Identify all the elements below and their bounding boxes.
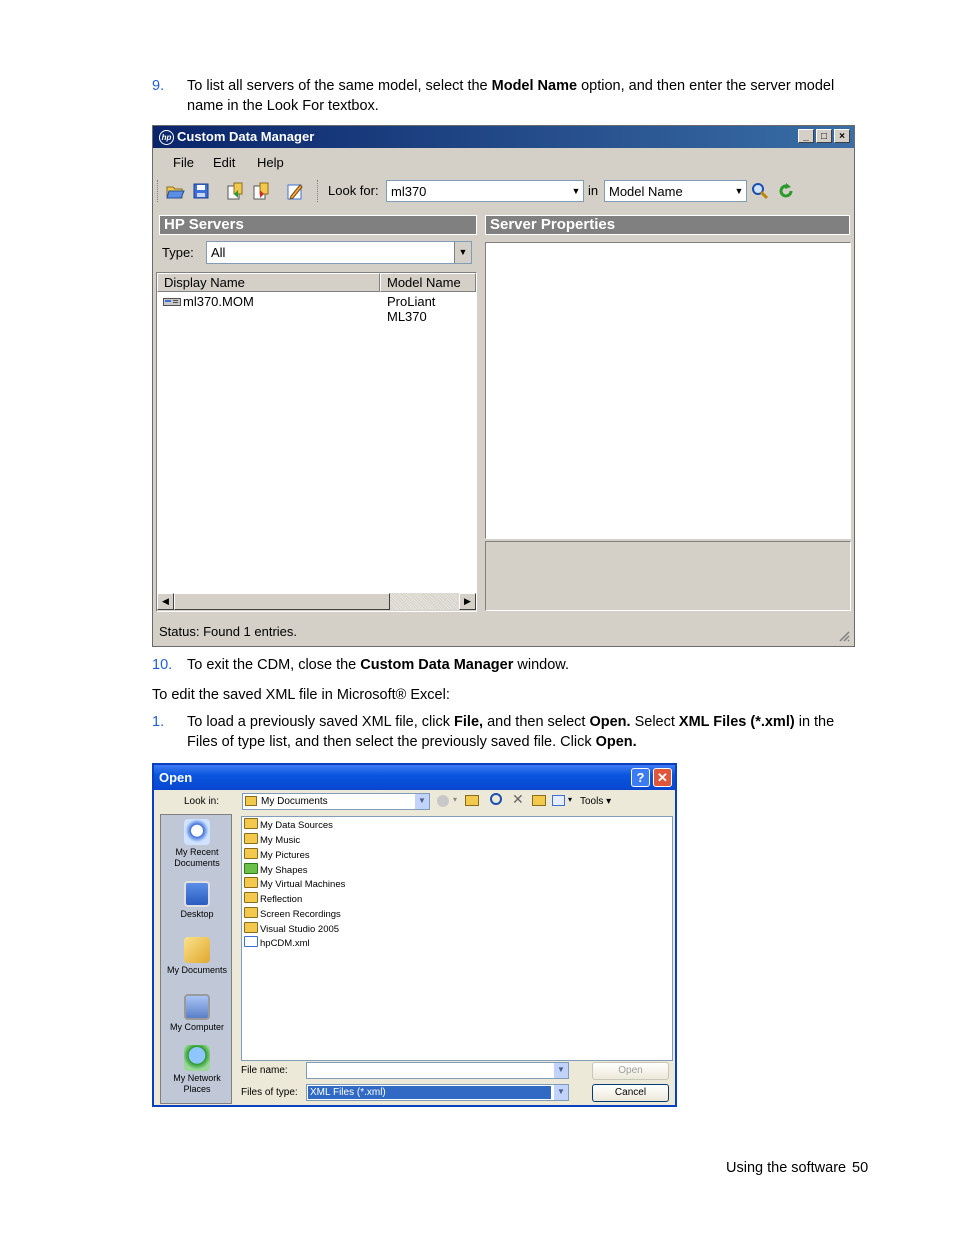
list-item[interactable]: My Pictures (244, 848, 310, 862)
folder-icon (245, 796, 257, 806)
property-description-pane (485, 541, 851, 611)
chevron-down-icon[interactable]: ▼ (554, 1063, 568, 1078)
minimize-button[interactable]: _ (798, 129, 814, 143)
cdm-toolbar (153, 176, 854, 208)
chevron-down-icon[interactable]: ▼ (554, 1085, 568, 1100)
scroll-left-arrow-icon[interactable]: ◀ (157, 593, 174, 610)
files-of-type-label: Files of type: (241, 1087, 298, 1098)
maximize-button[interactable]: □ (816, 129, 832, 143)
step-1-text: To load a previously saved XML file, click File, and then select Open. Select XML Files (*.xml) in the Files of type list, and then select the previously saved file. Click Open. (187, 714, 835, 750)
list-item[interactable]: hpCDM.xml (244, 936, 310, 950)
desktop-icon (184, 881, 210, 907)
tools-menu[interactable]: Tools ▾ (580, 796, 612, 807)
step-9-number: 9. (152, 78, 165, 94)
search-icon[interactable] (750, 181, 770, 201)
menu-help[interactable]: Help (257, 155, 284, 170)
folder-icon (244, 907, 258, 918)
back-dropdown-icon[interactable]: ▾ (453, 795, 458, 804)
open-button[interactable]: Open (592, 1062, 669, 1080)
file-name-label: File name: (241, 1065, 288, 1076)
toolbar-grip-2[interactable] (317, 180, 321, 202)
file-name-input[interactable] (306, 1062, 569, 1079)
save-icon[interactable] (191, 181, 211, 201)
refresh-icon[interactable] (776, 181, 796, 201)
up-folder-icon[interactable] (465, 795, 479, 806)
cdm-title: Custom Data Manager (177, 129, 315, 144)
look-for-label: Look for: (328, 183, 379, 198)
step-9-text: To list all servers of the same model, select the Model Name option, and then enter the server model name in the Look For textbox. (187, 78, 835, 114)
list-item[interactable]: My Music (244, 833, 300, 847)
look-in-label: Look in: (184, 796, 220, 807)
folder-icon (244, 892, 258, 903)
server-properties-panel-header: Server Properties (485, 215, 850, 235)
hp-servers-panel-header: HP Servers (159, 215, 477, 235)
xml-file-icon (244, 936, 258, 947)
chevron-down-icon[interactable]: ▼ (734, 186, 744, 196)
place-my-documents[interactable]: My Documents (161, 937, 233, 976)
close-button[interactable]: × (834, 129, 850, 143)
search-web-icon[interactable] (490, 793, 502, 805)
place-my-computer[interactable]: My Computer (161, 994, 233, 1033)
scrollbar-track[interactable] (390, 593, 459, 610)
scrollbar-thumb[interactable] (174, 593, 390, 610)
back-icon[interactable] (437, 795, 449, 807)
shapes-folder-icon (244, 863, 258, 874)
horizontal-scrollbar[interactable] (157, 593, 476, 611)
status-bar (153, 620, 854, 646)
menu-edit[interactable]: Edit (213, 155, 236, 170)
page-number: 50 (852, 1160, 869, 1176)
open-folder-icon[interactable] (165, 181, 185, 201)
files-of-type-select[interactable]: XML Files (*.xml) ▼ (306, 1084, 569, 1101)
toolbar-grip[interactable] (157, 180, 161, 202)
recent-documents-icon (184, 819, 210, 845)
step-10-text: To exit the CDM, close the Custom Data Manager window. (187, 657, 569, 673)
column-header-display-name[interactable]: Display Name (157, 273, 380, 292)
chevron-down-icon[interactable]: ▼ (571, 186, 581, 196)
folder-icon (244, 877, 258, 888)
look-for-input[interactable]: ml370 ▼ (386, 180, 584, 202)
chevron-down-icon[interactable]: ▼ (454, 242, 471, 263)
status-text: Status: Found 1 entries. (159, 624, 298, 639)
menu-file[interactable]: File (173, 155, 194, 170)
place-my-recent-documents[interactable]: My Recent Documents (161, 819, 233, 869)
table-row[interactable]: ml370.MOM ProLiant ML370 (161, 294, 475, 310)
new-folder-icon[interactable] (532, 795, 546, 806)
type-label: Type: (162, 245, 194, 260)
step-1-number: 1. (152, 714, 165, 730)
close-button[interactable]: ✕ (653, 768, 672, 787)
delete-icon[interactable]: ✕ (512, 791, 524, 807)
in-label: in (588, 183, 599, 198)
places-bar (160, 814, 232, 1104)
list-item[interactable]: Reflection (244, 892, 302, 906)
excel-intro-text: To edit the saved XML file in Microsoft® Excel: (152, 687, 450, 703)
cdm-title-bar[interactable] (153, 126, 854, 148)
views-dropdown-icon[interactable]: ▾ (568, 795, 573, 804)
open-dialog-title: Open (159, 770, 193, 785)
look-in-select[interactable]: My Documents ▼ (242, 793, 430, 810)
export-icon[interactable] (251, 181, 271, 201)
my-computer-icon (184, 994, 210, 1020)
list-item[interactable]: My Shapes (244, 863, 308, 877)
resize-grip-icon[interactable] (838, 630, 850, 642)
folder-icon (244, 833, 258, 844)
open-dialog (152, 763, 677, 1107)
folder-icon (244, 818, 258, 829)
my-network-places-icon (184, 1045, 210, 1071)
list-item[interactable]: My Data Sources (244, 818, 333, 832)
hp-logo-icon: hp (159, 130, 174, 145)
servers-list[interactable] (156, 272, 477, 612)
type-select[interactable]: All ▼ (206, 241, 472, 264)
footer-section: Using the software (726, 1160, 847, 1176)
custom-data-manager-window (152, 125, 855, 647)
chevron-down-icon[interactable]: ▼ (415, 794, 429, 809)
list-item[interactable]: Visual Studio 2005 (244, 922, 339, 936)
search-field-select[interactable]: Model Name ▼ (604, 180, 747, 202)
scroll-right-arrow-icon[interactable]: ▶ (459, 593, 476, 610)
my-documents-icon (184, 937, 210, 963)
open-dialog-title-bar[interactable] (154, 765, 675, 790)
import-icon[interactable] (225, 181, 245, 201)
list-item[interactable]: Screen Recordings (244, 907, 341, 921)
help-button[interactable]: ? (631, 768, 650, 787)
column-header-model-name[interactable]: Model Name (380, 273, 476, 292)
list-item[interactable]: My Virtual Machines (244, 877, 345, 891)
edit-icon[interactable] (285, 181, 305, 201)
server-properties-grid[interactable] (485, 242, 851, 539)
server-icon (163, 297, 181, 307)
place-desktop[interactable]: Desktop (161, 881, 233, 920)
step-10-number: 10. (152, 657, 173, 673)
cdm-menu-bar (153, 150, 854, 174)
folder-icon (244, 922, 258, 933)
folder-icon (244, 848, 258, 859)
cancel-button[interactable]: Cancel (592, 1084, 669, 1102)
file-list[interactable] (241, 816, 673, 1061)
views-icon[interactable] (552, 795, 565, 806)
place-my-network-places[interactable]: My Network Places (161, 1045, 233, 1095)
